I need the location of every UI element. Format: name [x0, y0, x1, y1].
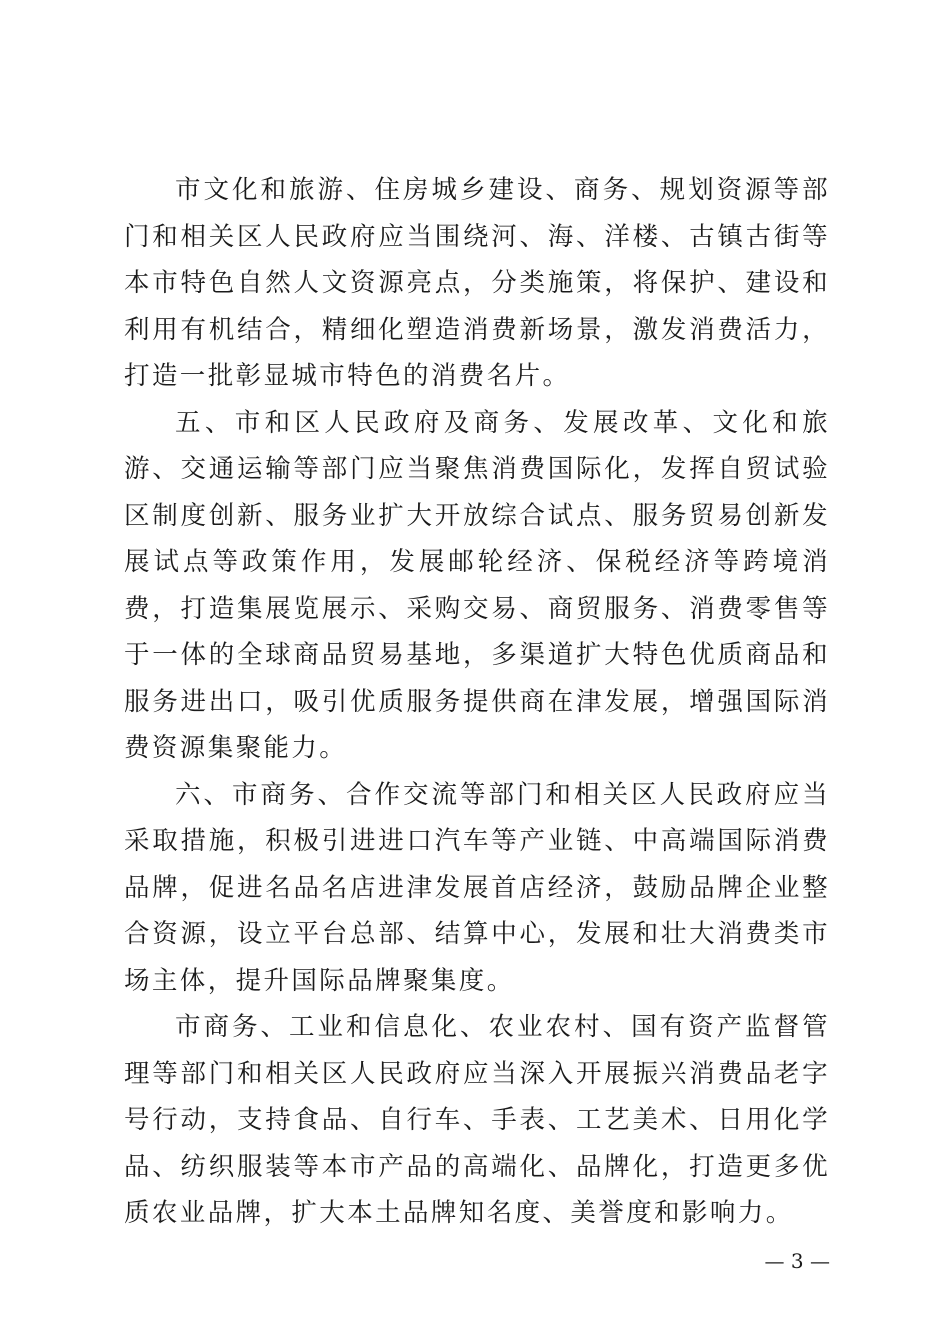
page-number: — 3 — — [764, 1249, 830, 1273]
paragraph-culture-tourism: 市文化和旅游、住房城乡建设、商务、规划资源等部门和相关区人民政府应当围绕河、海、洋楼、古镇古街等本市特色自然人文资源亮点，分类施策，将保护、建设和利用有机结合，精细化塑造消费新场景，激发消费活力，打造一批彰显城市特色的消费名片。 — [124, 175, 830, 391]
body-text — [124, 167, 830, 1237]
paragraph-item-five: 五、市和区人民政府及商务、发展改革、文化和旅游、交通运输等部门应当聚焦消费国际化，发挥自贸试验区制度创新、服务业扩大开放综合试点、服务贸易创新发展试点等政策作用，发展邮轮经济、保税经济等跨境消费，打造集展览展示、采购交易、商贸服务、消费零售等于一体的全球商品贸易基地，多渠道扩大特色优质商品和服务进出口，吸引优质服务提供商在津发展，增强国际消费资源集聚能力。 — [124, 407, 830, 763]
paragraph-item-six: 六、市商务、合作交流等部门和相关区人民政府应当采取措施，积极引进进口汽车等产业链、中高端国际消费品牌，促进名品名店进津发展首店经济，鼓励品牌企业整合资源，设立平台总部、结算中心，发展和壮大消费类市场主体，提升国际品牌聚集度。 — [124, 779, 830, 996]
paragraph-time-honored-brands: 市商务、工业和信息化、农业农村、国有资产监督管理等部门和相关区人民政府应当深入开展振兴消费品老字号行动，支持食品、自行车、手表、工艺美术、日用化学品、纺织服装等本市产品的高端化、品牌化，打造更多优质农业品牌，扩大本土品牌知名度、美誉度和影响力。 — [124, 1012, 830, 1228]
